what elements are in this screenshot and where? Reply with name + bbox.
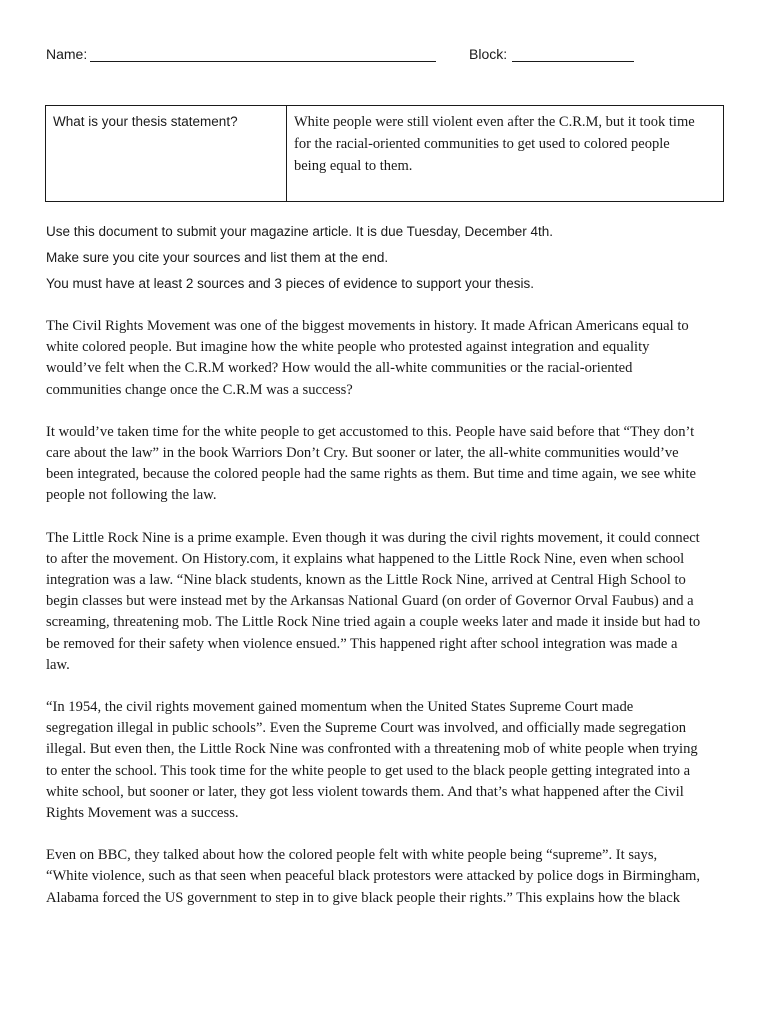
- essay-line: The Little Rock Nine is a prime example. Even though it was during the civil rights movement, it could connect: [46, 529, 700, 546]
- thesis-answer-cell[interactable]: [287, 106, 724, 202]
- essay-line: white colored people. But imagine how the white people who protested against integration and equality: [46, 339, 650, 356]
- essay-line: Even on BBC, they talked about how the colored people felt with white people being “supreme”. It says,: [46, 847, 658, 864]
- thesis-answer-line: White people were still violent even after the C.R.M, but it took time: [294, 114, 695, 130]
- essay-line: white school, but sooner or later, they got less violent towards them. And that’s what happened after the Civil: [46, 783, 684, 800]
- instruction-evidence: You must have at least 2 sources and 3 pieces of evidence to support your thesis.: [46, 276, 535, 291]
- essay-line: people not following the law.: [46, 487, 217, 504]
- thesis-question-cell: [46, 106, 287, 202]
- essay-paragraph: [46, 528, 726, 676]
- instruction-cite-sources: Make sure you cite your sources and list them at the end.: [46, 250, 389, 265]
- essay-line: be removed for their safety when violence ensued.” This happened right after school integration was made a: [46, 635, 678, 652]
- thesis-table: [45, 105, 724, 202]
- essay-line: Rights Movement was a success.: [46, 805, 239, 822]
- essay-line: law.: [46, 656, 70, 673]
- essay-body[interactable]: [46, 316, 726, 930]
- thesis-question: What is your thesis statement?: [53, 114, 238, 129]
- block-label: Block:: [469, 46, 508, 62]
- essay-line: illegal. But even then, the Little Rock Nine was confronted with a threatening mob of white people when trying: [46, 741, 698, 758]
- essay-line: screaming, threatening mob. The Little Rock Nine tried again a couple weeks later and made it inside but had to: [46, 614, 701, 631]
- essay-line: care about the law” in the book Warriors Don’t Cry. But sooner or later, the all-white communities would’ve: [46, 445, 679, 462]
- instruction-due-date: Use this document to submit your magazine article. It is due Tuesday, December 4th.: [46, 224, 553, 239]
- thesis-answer-line: being equal to them.: [294, 158, 413, 174]
- essay-line: It would’ve taken time for the white people to get accustomed to this. People have said before that “They don’t: [46, 423, 695, 440]
- essay-line: to after the movement. On History.com, it explains what happened to the Little Rock Nine, even when school: [46, 550, 685, 567]
- essay-line: segregation illegal in public schools”. Even the Supreme Court was involved, and officially made segregation: [46, 720, 687, 737]
- essay-line: been integrated, because the colored people had the same rights as them. But time and time again, we see white: [46, 466, 697, 483]
- essay-paragraph: [46, 422, 726, 507]
- name-label: Name:: [46, 46, 88, 62]
- header-row: [46, 46, 726, 66]
- essay-line: would’ve felt when the C.R.M worked? How would the all-white communities or the racial-oriented: [46, 360, 633, 377]
- essay-paragraph: [46, 316, 726, 401]
- thesis-answer-line: for the racial-oriented communities to get used to colored people: [294, 136, 670, 152]
- essay-line: integration was a law. “Nine black students, known as the Little Rock Nine, arrived at Central High School to: [46, 572, 686, 589]
- essay-line: “White violence, such as that seen when peaceful black protestors were attacked by police dogs in Birmingham,: [46, 868, 701, 885]
- essay-line: “In 1954, the civil rights movement gained momentum when the United States Supreme Court made: [46, 699, 634, 716]
- essay-paragraph: [46, 697, 726, 824]
- essay-line: communities change once the C.R.M was a success?: [46, 381, 353, 398]
- essay-line: to enter the school. This took time for the white people to get used to the black people getting integrated into a: [46, 762, 691, 779]
- essay-paragraph: [46, 845, 726, 909]
- block-field[interactable]: [512, 61, 634, 62]
- thesis-row: [46, 106, 724, 202]
- instructions: [46, 219, 726, 297]
- name-field[interactable]: [90, 61, 436, 62]
- essay-line: begin classes but were instead met by the Arkansas National Guard (on order of Governor Orval Faubus) and a: [46, 593, 694, 610]
- essay-line: The Civil Rights Movement was one of the biggest movements in history. It made African Americans equal to: [46, 318, 689, 334]
- essay-line: Alabama forced the US government to step in to give black people their rights.” This explains how the black: [46, 889, 680, 906]
